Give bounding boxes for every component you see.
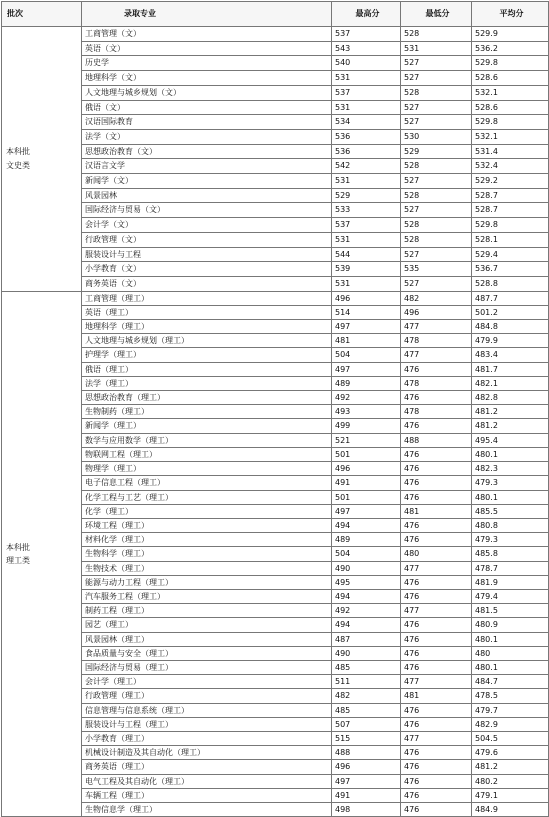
max-score-cell: 485 bbox=[332, 660, 401, 674]
avg-score-cell: 483.4 bbox=[472, 348, 549, 362]
table-row bbox=[2, 533, 549, 547]
avg-score-cell: 482.3 bbox=[472, 462, 549, 476]
avg-score-cell: 482.9 bbox=[472, 717, 549, 731]
min-score-cell: 528 bbox=[401, 232, 472, 247]
major-cell: 法学（理工） bbox=[82, 376, 332, 390]
avg-score-cell: 480.8 bbox=[472, 518, 549, 532]
avg-score-cell: 528.7 bbox=[472, 203, 549, 218]
table-row bbox=[2, 504, 549, 518]
major-cell: 英语（文） bbox=[82, 41, 332, 56]
max-score-cell: 482 bbox=[332, 689, 401, 703]
min-score-cell: 488 bbox=[401, 433, 472, 447]
batch-cell bbox=[2, 27, 82, 292]
major-cell: 园艺（理工） bbox=[82, 618, 332, 632]
max-score-cell: 537 bbox=[332, 27, 401, 42]
min-score-cell: 527 bbox=[401, 71, 472, 86]
table-row bbox=[2, 218, 549, 233]
min-score-cell: 476 bbox=[401, 462, 472, 476]
table-row bbox=[2, 376, 549, 390]
major-cell: 风景园林（理工） bbox=[82, 632, 332, 646]
max-score-cell: 488 bbox=[332, 746, 401, 760]
min-score-cell: 476 bbox=[401, 575, 472, 589]
avg-score-cell: 481.7 bbox=[472, 362, 549, 376]
avg-score-cell: 482.1 bbox=[472, 376, 549, 390]
max-score-cell: 496 bbox=[332, 291, 401, 305]
max-score-cell: 504 bbox=[332, 348, 401, 362]
major-cell: 数学与应用数学（理工） bbox=[82, 433, 332, 447]
avg-score-cell: 501.2 bbox=[472, 305, 549, 319]
major-cell: 英语（理工） bbox=[82, 305, 332, 319]
major-cell: 信息管理与信息系统（理工） bbox=[82, 703, 332, 717]
table-row bbox=[2, 589, 549, 603]
min-score-cell: 477 bbox=[401, 604, 472, 618]
max-score-cell: 543 bbox=[332, 41, 401, 56]
major-cell: 行政管理（文） bbox=[82, 232, 332, 247]
max-score-cell: 515 bbox=[332, 731, 401, 745]
table-row bbox=[2, 405, 549, 419]
avg-score-cell: 484.8 bbox=[472, 320, 549, 334]
avg-score-cell: 479.9 bbox=[472, 334, 549, 348]
batch-label-line2: 文史类 bbox=[6, 160, 30, 170]
max-score-cell: 531 bbox=[332, 276, 401, 291]
min-score-cell: 476 bbox=[401, 362, 472, 376]
table-row bbox=[2, 646, 549, 660]
table-row bbox=[2, 56, 549, 71]
avg-score-cell: 481.2 bbox=[472, 760, 549, 774]
max-score-cell: 536 bbox=[332, 129, 401, 144]
avg-score-cell: 528.1 bbox=[472, 232, 549, 247]
max-score-cell: 537 bbox=[332, 85, 401, 100]
avg-score-cell: 528.6 bbox=[472, 71, 549, 86]
min-score-cell: 476 bbox=[401, 660, 472, 674]
max-score-cell: 487 bbox=[332, 632, 401, 646]
table-row bbox=[2, 276, 549, 291]
avg-score-cell: 528.6 bbox=[472, 100, 549, 115]
max-score-cell: 489 bbox=[332, 533, 401, 547]
min-score-cell: 527 bbox=[401, 115, 472, 130]
avg-score-cell: 480.9 bbox=[472, 618, 549, 632]
avg-score-cell: 529.9 bbox=[472, 27, 549, 42]
major-cell: 食品质量与安全（理工） bbox=[82, 646, 332, 660]
min-score-cell: 476 bbox=[401, 788, 472, 802]
table-row bbox=[2, 100, 549, 115]
avg-score-cell: 532.1 bbox=[472, 129, 549, 144]
max-score-cell: 531 bbox=[332, 100, 401, 115]
min-score-cell: 528 bbox=[401, 159, 472, 174]
max-score-cell: 514 bbox=[332, 305, 401, 319]
min-score-cell: 476 bbox=[401, 760, 472, 774]
min-score-cell: 476 bbox=[401, 646, 472, 660]
major-cell: 能源与动力工程（理工） bbox=[82, 575, 332, 589]
major-cell: 车辆工程（理工） bbox=[82, 788, 332, 802]
avg-score-cell: 529.4 bbox=[472, 247, 549, 262]
avg-score-cell: 480.1 bbox=[472, 490, 549, 504]
min-score-cell: 476 bbox=[401, 717, 472, 731]
table-row bbox=[2, 115, 549, 130]
avg-score-cell: 479.1 bbox=[472, 788, 549, 802]
major-cell: 化学（理工） bbox=[82, 504, 332, 518]
min-score-cell: 478 bbox=[401, 334, 472, 348]
min-score-cell: 527 bbox=[401, 174, 472, 189]
table-row bbox=[2, 232, 549, 247]
avg-score-cell: 481.5 bbox=[472, 604, 549, 618]
table-row bbox=[2, 27, 549, 42]
max-score-cell: 534 bbox=[332, 115, 401, 130]
min-score-cell: 476 bbox=[401, 490, 472, 504]
min-score-cell: 528 bbox=[401, 188, 472, 203]
min-score-cell: 476 bbox=[401, 589, 472, 603]
table-row bbox=[2, 203, 549, 218]
major-cell: 工商管理（理工） bbox=[82, 291, 332, 305]
table-row bbox=[2, 144, 549, 159]
max-score-cell: 536 bbox=[332, 144, 401, 159]
avg-score-cell: 481.9 bbox=[472, 575, 549, 589]
max-score-cell: 540 bbox=[332, 56, 401, 71]
major-cell: 汉语言文学 bbox=[82, 159, 332, 174]
min-score-cell: 527 bbox=[401, 100, 472, 115]
table-row bbox=[2, 262, 549, 277]
avg-score-cell: 529.8 bbox=[472, 56, 549, 71]
max-score-cell: 507 bbox=[332, 717, 401, 731]
major-cell: 服装设计与工程（理工） bbox=[82, 717, 332, 731]
max-score-cell: 489 bbox=[332, 376, 401, 390]
max-score-cell: 531 bbox=[332, 174, 401, 189]
header-major: 录取专业 bbox=[82, 2, 332, 27]
min-score-cell: 480 bbox=[401, 547, 472, 561]
min-score-cell: 527 bbox=[401, 247, 472, 262]
major-cell: 人文地理与城乡规划（理工） bbox=[82, 334, 332, 348]
min-score-cell: 476 bbox=[401, 774, 472, 788]
min-score-cell: 476 bbox=[401, 391, 472, 405]
table-row bbox=[2, 362, 549, 376]
max-score-cell: 542 bbox=[332, 159, 401, 174]
min-score-cell: 528 bbox=[401, 218, 472, 233]
min-score-cell: 478 bbox=[401, 376, 472, 390]
avg-score-cell: 528.7 bbox=[472, 188, 549, 203]
major-cell: 汉语国际教育 bbox=[82, 115, 332, 130]
table-row bbox=[2, 129, 549, 144]
table-row bbox=[2, 41, 549, 56]
major-cell: 电气工程及其自动化（理工） bbox=[82, 774, 332, 788]
avg-score-cell: 478.5 bbox=[472, 689, 549, 703]
avg-score-cell: 480 bbox=[472, 646, 549, 660]
major-cell: 思想政治教育（理工） bbox=[82, 391, 332, 405]
avg-score-cell: 529.2 bbox=[472, 174, 549, 189]
table-row bbox=[2, 291, 549, 305]
min-score-cell: 476 bbox=[401, 518, 472, 532]
major-cell: 物联网工程（理工） bbox=[82, 447, 332, 461]
min-score-cell: 477 bbox=[401, 561, 472, 575]
major-cell: 地理科学（理工） bbox=[82, 320, 332, 334]
table-row bbox=[2, 159, 549, 174]
max-score-cell: 481 bbox=[332, 334, 401, 348]
major-cell: 工商管理（文） bbox=[82, 27, 332, 42]
major-cell: 服装设计与工程 bbox=[82, 247, 332, 262]
avg-score-cell: 485.5 bbox=[472, 504, 549, 518]
table-row bbox=[2, 174, 549, 189]
table-row bbox=[2, 490, 549, 504]
table-row bbox=[2, 802, 549, 816]
min-score-cell: 477 bbox=[401, 320, 472, 334]
major-cell: 俄语（文） bbox=[82, 100, 332, 115]
min-score-cell: 476 bbox=[401, 632, 472, 646]
batch-cell bbox=[2, 291, 82, 817]
table-row bbox=[2, 391, 549, 405]
major-cell: 新闻学（理工） bbox=[82, 419, 332, 433]
table-row bbox=[2, 433, 549, 447]
max-score-cell: 531 bbox=[332, 71, 401, 86]
avg-score-cell: 484.7 bbox=[472, 675, 549, 689]
avg-score-cell: 480.1 bbox=[472, 660, 549, 674]
table-row bbox=[2, 660, 549, 674]
avg-score-cell: 536.7 bbox=[472, 262, 549, 277]
table-row bbox=[2, 518, 549, 532]
max-score-cell: 533 bbox=[332, 203, 401, 218]
table-row bbox=[2, 334, 549, 348]
avg-score-cell: 532.1 bbox=[472, 85, 549, 100]
table-row bbox=[2, 604, 549, 618]
min-score-cell: 476 bbox=[401, 533, 472, 547]
header-min-score: 最低分 bbox=[401, 2, 472, 27]
max-score-cell: 544 bbox=[332, 247, 401, 262]
max-score-cell: 490 bbox=[332, 646, 401, 660]
min-score-cell: 528 bbox=[401, 85, 472, 100]
major-cell: 法学（文） bbox=[82, 129, 332, 144]
max-score-cell: 504 bbox=[332, 547, 401, 561]
table-row bbox=[2, 632, 549, 646]
avg-score-cell: 479.3 bbox=[472, 476, 549, 490]
major-cell: 国际经济与贸易（文） bbox=[82, 203, 332, 218]
table-row bbox=[2, 547, 549, 561]
table-row bbox=[2, 731, 549, 745]
header-avg-score: 平均分 bbox=[472, 2, 549, 27]
min-score-cell: 476 bbox=[401, 447, 472, 461]
min-score-cell: 527 bbox=[401, 276, 472, 291]
major-cell: 护理学（理工） bbox=[82, 348, 332, 362]
max-score-cell: 492 bbox=[332, 391, 401, 405]
max-score-cell: 496 bbox=[332, 462, 401, 476]
batch-label-line2: 理工类 bbox=[6, 555, 30, 565]
major-cell: 俄语（理工） bbox=[82, 362, 332, 376]
major-cell: 历史学 bbox=[82, 56, 332, 71]
max-score-cell: 539 bbox=[332, 262, 401, 277]
avg-score-cell: 482.8 bbox=[472, 391, 549, 405]
table-row bbox=[2, 348, 549, 362]
major-cell: 小学教育（文） bbox=[82, 262, 332, 277]
max-score-cell: 497 bbox=[332, 320, 401, 334]
avg-score-cell: 487.7 bbox=[472, 291, 549, 305]
table-row bbox=[2, 675, 549, 689]
min-score-cell: 531 bbox=[401, 41, 472, 56]
table-row bbox=[2, 618, 549, 632]
table-row bbox=[2, 774, 549, 788]
major-cell: 思想政治教育（文） bbox=[82, 144, 332, 159]
avg-score-cell: 495.4 bbox=[472, 433, 549, 447]
min-score-cell: 477 bbox=[401, 731, 472, 745]
major-cell: 会计学（理工） bbox=[82, 675, 332, 689]
max-score-cell: 497 bbox=[332, 362, 401, 376]
avg-score-cell: 536.2 bbox=[472, 41, 549, 56]
max-score-cell: 485 bbox=[332, 703, 401, 717]
major-cell: 物理学（理工） bbox=[82, 462, 332, 476]
table-row bbox=[2, 717, 549, 731]
table-row bbox=[2, 305, 549, 319]
max-score-cell: 491 bbox=[332, 476, 401, 490]
major-cell: 人文地理与城乡规划（文） bbox=[82, 85, 332, 100]
major-cell: 制药工程（理工） bbox=[82, 604, 332, 618]
table-row bbox=[2, 575, 549, 589]
min-score-cell: 476 bbox=[401, 703, 472, 717]
avg-score-cell: 484.9 bbox=[472, 802, 549, 816]
min-score-cell: 529 bbox=[401, 144, 472, 159]
major-cell: 环境工程（理工） bbox=[82, 518, 332, 532]
avg-score-cell: 480.1 bbox=[472, 632, 549, 646]
max-score-cell: 498 bbox=[332, 802, 401, 816]
max-score-cell: 495 bbox=[332, 575, 401, 589]
max-score-cell: 490 bbox=[332, 561, 401, 575]
max-score-cell: 494 bbox=[332, 589, 401, 603]
min-score-cell: 527 bbox=[401, 203, 472, 218]
max-score-cell: 529 bbox=[332, 188, 401, 203]
major-cell: 会计学（文） bbox=[82, 218, 332, 233]
table-row bbox=[2, 419, 549, 433]
avg-score-cell: 485.8 bbox=[472, 547, 549, 561]
major-cell: 汽车服务工程（理工） bbox=[82, 589, 332, 603]
min-score-cell: 482 bbox=[401, 291, 472, 305]
min-score-cell: 478 bbox=[401, 405, 472, 419]
avg-score-cell: 481.2 bbox=[472, 405, 549, 419]
avg-score-cell: 529.8 bbox=[472, 115, 549, 130]
major-cell: 生物科学（理工） bbox=[82, 547, 332, 561]
max-score-cell: 491 bbox=[332, 788, 401, 802]
table-row bbox=[2, 746, 549, 760]
max-score-cell: 521 bbox=[332, 433, 401, 447]
avg-score-cell: 479.6 bbox=[472, 746, 549, 760]
max-score-cell: 493 bbox=[332, 405, 401, 419]
min-score-cell: 481 bbox=[401, 504, 472, 518]
major-cell: 机械设计制造及其自动化（理工） bbox=[82, 746, 332, 760]
table-row bbox=[2, 247, 549, 262]
avg-score-cell: 479.3 bbox=[472, 533, 549, 547]
max-score-cell: 497 bbox=[332, 774, 401, 788]
major-cell: 小学教育（理工） bbox=[82, 731, 332, 745]
min-score-cell: 527 bbox=[401, 56, 472, 71]
major-cell: 化学工程与工艺（理工） bbox=[82, 490, 332, 504]
max-score-cell: 492 bbox=[332, 604, 401, 618]
min-score-cell: 476 bbox=[401, 476, 472, 490]
major-cell: 地理科学（文） bbox=[82, 71, 332, 86]
major-cell: 行政管理（理工） bbox=[82, 689, 332, 703]
max-score-cell: 511 bbox=[332, 675, 401, 689]
max-score-cell: 501 bbox=[332, 490, 401, 504]
avg-score-cell: 480.1 bbox=[472, 447, 549, 461]
batch-label-line1: 本科批 bbox=[6, 542, 30, 552]
avg-score-cell: 479.7 bbox=[472, 703, 549, 717]
avg-score-cell: 529.8 bbox=[472, 218, 549, 233]
table-row bbox=[2, 703, 549, 717]
max-score-cell: 494 bbox=[332, 618, 401, 632]
min-score-cell: 477 bbox=[401, 348, 472, 362]
table-row bbox=[2, 188, 549, 203]
major-cell: 生物信息学（理工） bbox=[82, 802, 332, 816]
max-score-cell: 497 bbox=[332, 504, 401, 518]
table-row bbox=[2, 788, 549, 802]
min-score-cell: 476 bbox=[401, 746, 472, 760]
min-score-cell: 476 bbox=[401, 419, 472, 433]
major-cell: 商务英语（理工） bbox=[82, 760, 332, 774]
table-row bbox=[2, 447, 549, 461]
major-cell: 风景园林 bbox=[82, 188, 332, 203]
avg-score-cell: 528.8 bbox=[472, 276, 549, 291]
table-row bbox=[2, 85, 549, 100]
min-score-cell: 528 bbox=[401, 27, 472, 42]
avg-score-cell: 480.2 bbox=[472, 774, 549, 788]
avg-score-cell: 504.5 bbox=[472, 731, 549, 745]
major-cell: 商务英语（文） bbox=[82, 276, 332, 291]
max-score-cell: 494 bbox=[332, 518, 401, 532]
table-row bbox=[2, 462, 549, 476]
header-batch: 批次 bbox=[2, 2, 82, 27]
avg-score-cell: 478.7 bbox=[472, 561, 549, 575]
avg-score-cell: 481.2 bbox=[472, 419, 549, 433]
header-row bbox=[2, 2, 549, 27]
batch-label-line1: 本科批 bbox=[6, 147, 30, 157]
table-row bbox=[2, 476, 549, 490]
major-cell: 生物制药（理工） bbox=[82, 405, 332, 419]
avg-score-cell: 479.4 bbox=[472, 589, 549, 603]
major-cell: 材料化学（理工） bbox=[82, 533, 332, 547]
avg-score-cell: 531.4 bbox=[472, 144, 549, 159]
major-cell: 生物技术（理工） bbox=[82, 561, 332, 575]
min-score-cell: 477 bbox=[401, 675, 472, 689]
major-cell: 电子信息工程（理工） bbox=[82, 476, 332, 490]
min-score-cell: 476 bbox=[401, 618, 472, 632]
max-score-cell: 537 bbox=[332, 218, 401, 233]
max-score-cell: 499 bbox=[332, 419, 401, 433]
header-max-score: 最高分 bbox=[332, 2, 401, 27]
min-score-cell: 481 bbox=[401, 689, 472, 703]
min-score-cell: 530 bbox=[401, 129, 472, 144]
admission-score-table bbox=[1, 1, 549, 817]
table-row bbox=[2, 71, 549, 86]
major-cell: 新闻学（文） bbox=[82, 174, 332, 189]
max-score-cell: 496 bbox=[332, 760, 401, 774]
max-score-cell: 501 bbox=[332, 447, 401, 461]
table-row bbox=[2, 320, 549, 334]
table-row bbox=[2, 689, 549, 703]
max-score-cell: 531 bbox=[332, 232, 401, 247]
min-score-cell: 476 bbox=[401, 802, 472, 816]
min-score-cell: 535 bbox=[401, 262, 472, 277]
avg-score-cell: 532.4 bbox=[472, 159, 549, 174]
table-row bbox=[2, 760, 549, 774]
table-row bbox=[2, 561, 549, 575]
major-cell: 国际经济与贸易（理工） bbox=[82, 660, 332, 674]
min-score-cell: 496 bbox=[401, 305, 472, 319]
